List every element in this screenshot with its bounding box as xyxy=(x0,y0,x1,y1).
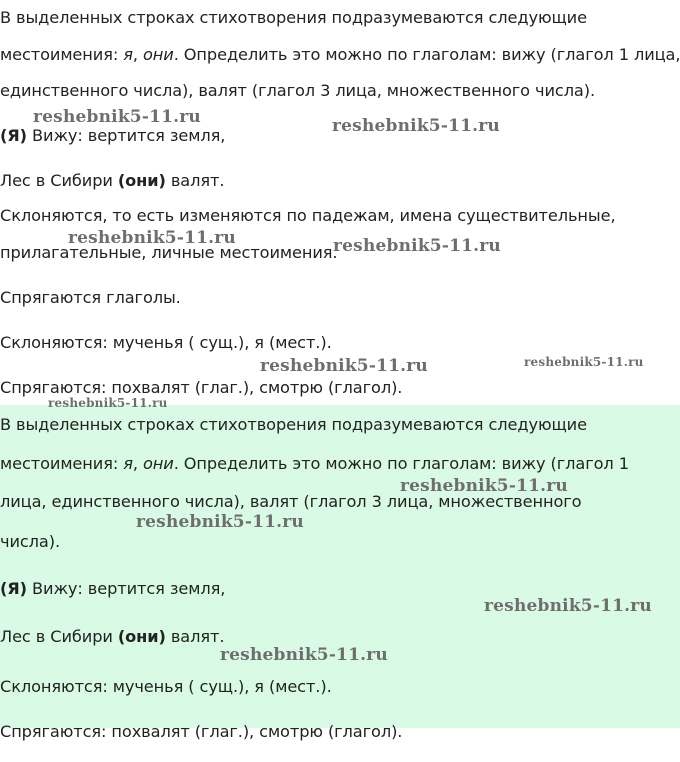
watermark: reshebnik5-11.ru xyxy=(260,356,428,376)
watermark: reshebnik5-11.ru xyxy=(484,596,652,616)
declension-words-line: Склоняются: мученья ( сущ.), я (мест.). xyxy=(0,333,332,352)
watermark: reshebnik5-11.ru xyxy=(33,107,201,127)
poem-line-2: Лес в Сибири (они) валят. xyxy=(0,171,225,190)
intro-line-2: местоимения: я, они. Определить это можно по глаголам: вижу (глагол 1 лица, xyxy=(0,45,680,64)
answer-poem-line-2: Лес в Сибири (они) валят. xyxy=(0,627,225,646)
pronoun-ya: я xyxy=(123,45,133,64)
conjugation-words-line: Спрягаются: похвалят (глаг.), смотрю (глагол). xyxy=(0,378,403,397)
watermark: reshebnik5-11.ru xyxy=(220,645,388,665)
declension-line-2: прилагательные, личные местоимения. xyxy=(0,243,338,262)
answer-declension-words-line: Склоняются: мученья ( сущ.), я (мест.). xyxy=(0,677,332,696)
poem-line-1: (Я) Вижу: вертится земля, xyxy=(0,126,226,145)
watermark: reshebnik5-11.ru xyxy=(400,476,568,496)
answer-intro-line-1: В выделенных строках стихотворения подразумеваются следующие xyxy=(0,415,587,434)
intro-line-1: В выделенных строках стихотворения подразумеваются следующие xyxy=(0,8,587,27)
answer-intro-line-4: числа). xyxy=(0,532,61,551)
pronoun-oni: они xyxy=(142,45,174,64)
watermark: reshebnik5-11.ru xyxy=(136,512,304,532)
answer-pronoun-oni: они xyxy=(142,454,174,473)
declension-line-1: Склоняются, то есть изменяются по падежам, имена существительные, xyxy=(0,206,616,225)
answer-cutoff-area xyxy=(0,716,680,741)
watermark: reshebnik5-11.ru xyxy=(333,236,501,256)
watermark: reshebnik5-11.ru xyxy=(524,355,644,369)
intro-line-3: единственного числа), валят (глагол 3 лица, множественного числа). xyxy=(0,81,596,100)
watermark: reshebnik5-11.ru xyxy=(68,228,236,248)
answer-poem-line-1: (Я) Вижу: вертится земля, xyxy=(0,579,226,598)
answer-conjugation-words-line: Спрягаются: похвалят (глаг.), смотрю (глагол). xyxy=(0,722,403,741)
conjugation-line: Спрягаются глаголы. xyxy=(0,288,181,307)
answer-intro-line-2: местоимения: я, они. Определить это можно по глаголам: вижу (глагол 1 xyxy=(0,454,629,473)
watermark: reshebnik5-11.ru xyxy=(48,396,168,410)
answer-pronoun-ya: я xyxy=(123,454,133,473)
answer-intro-line-3: лица, единственного числа), валят (глагол 3 лица, множественного xyxy=(0,492,582,511)
watermark: reshebnik5-11.ru xyxy=(332,116,500,136)
